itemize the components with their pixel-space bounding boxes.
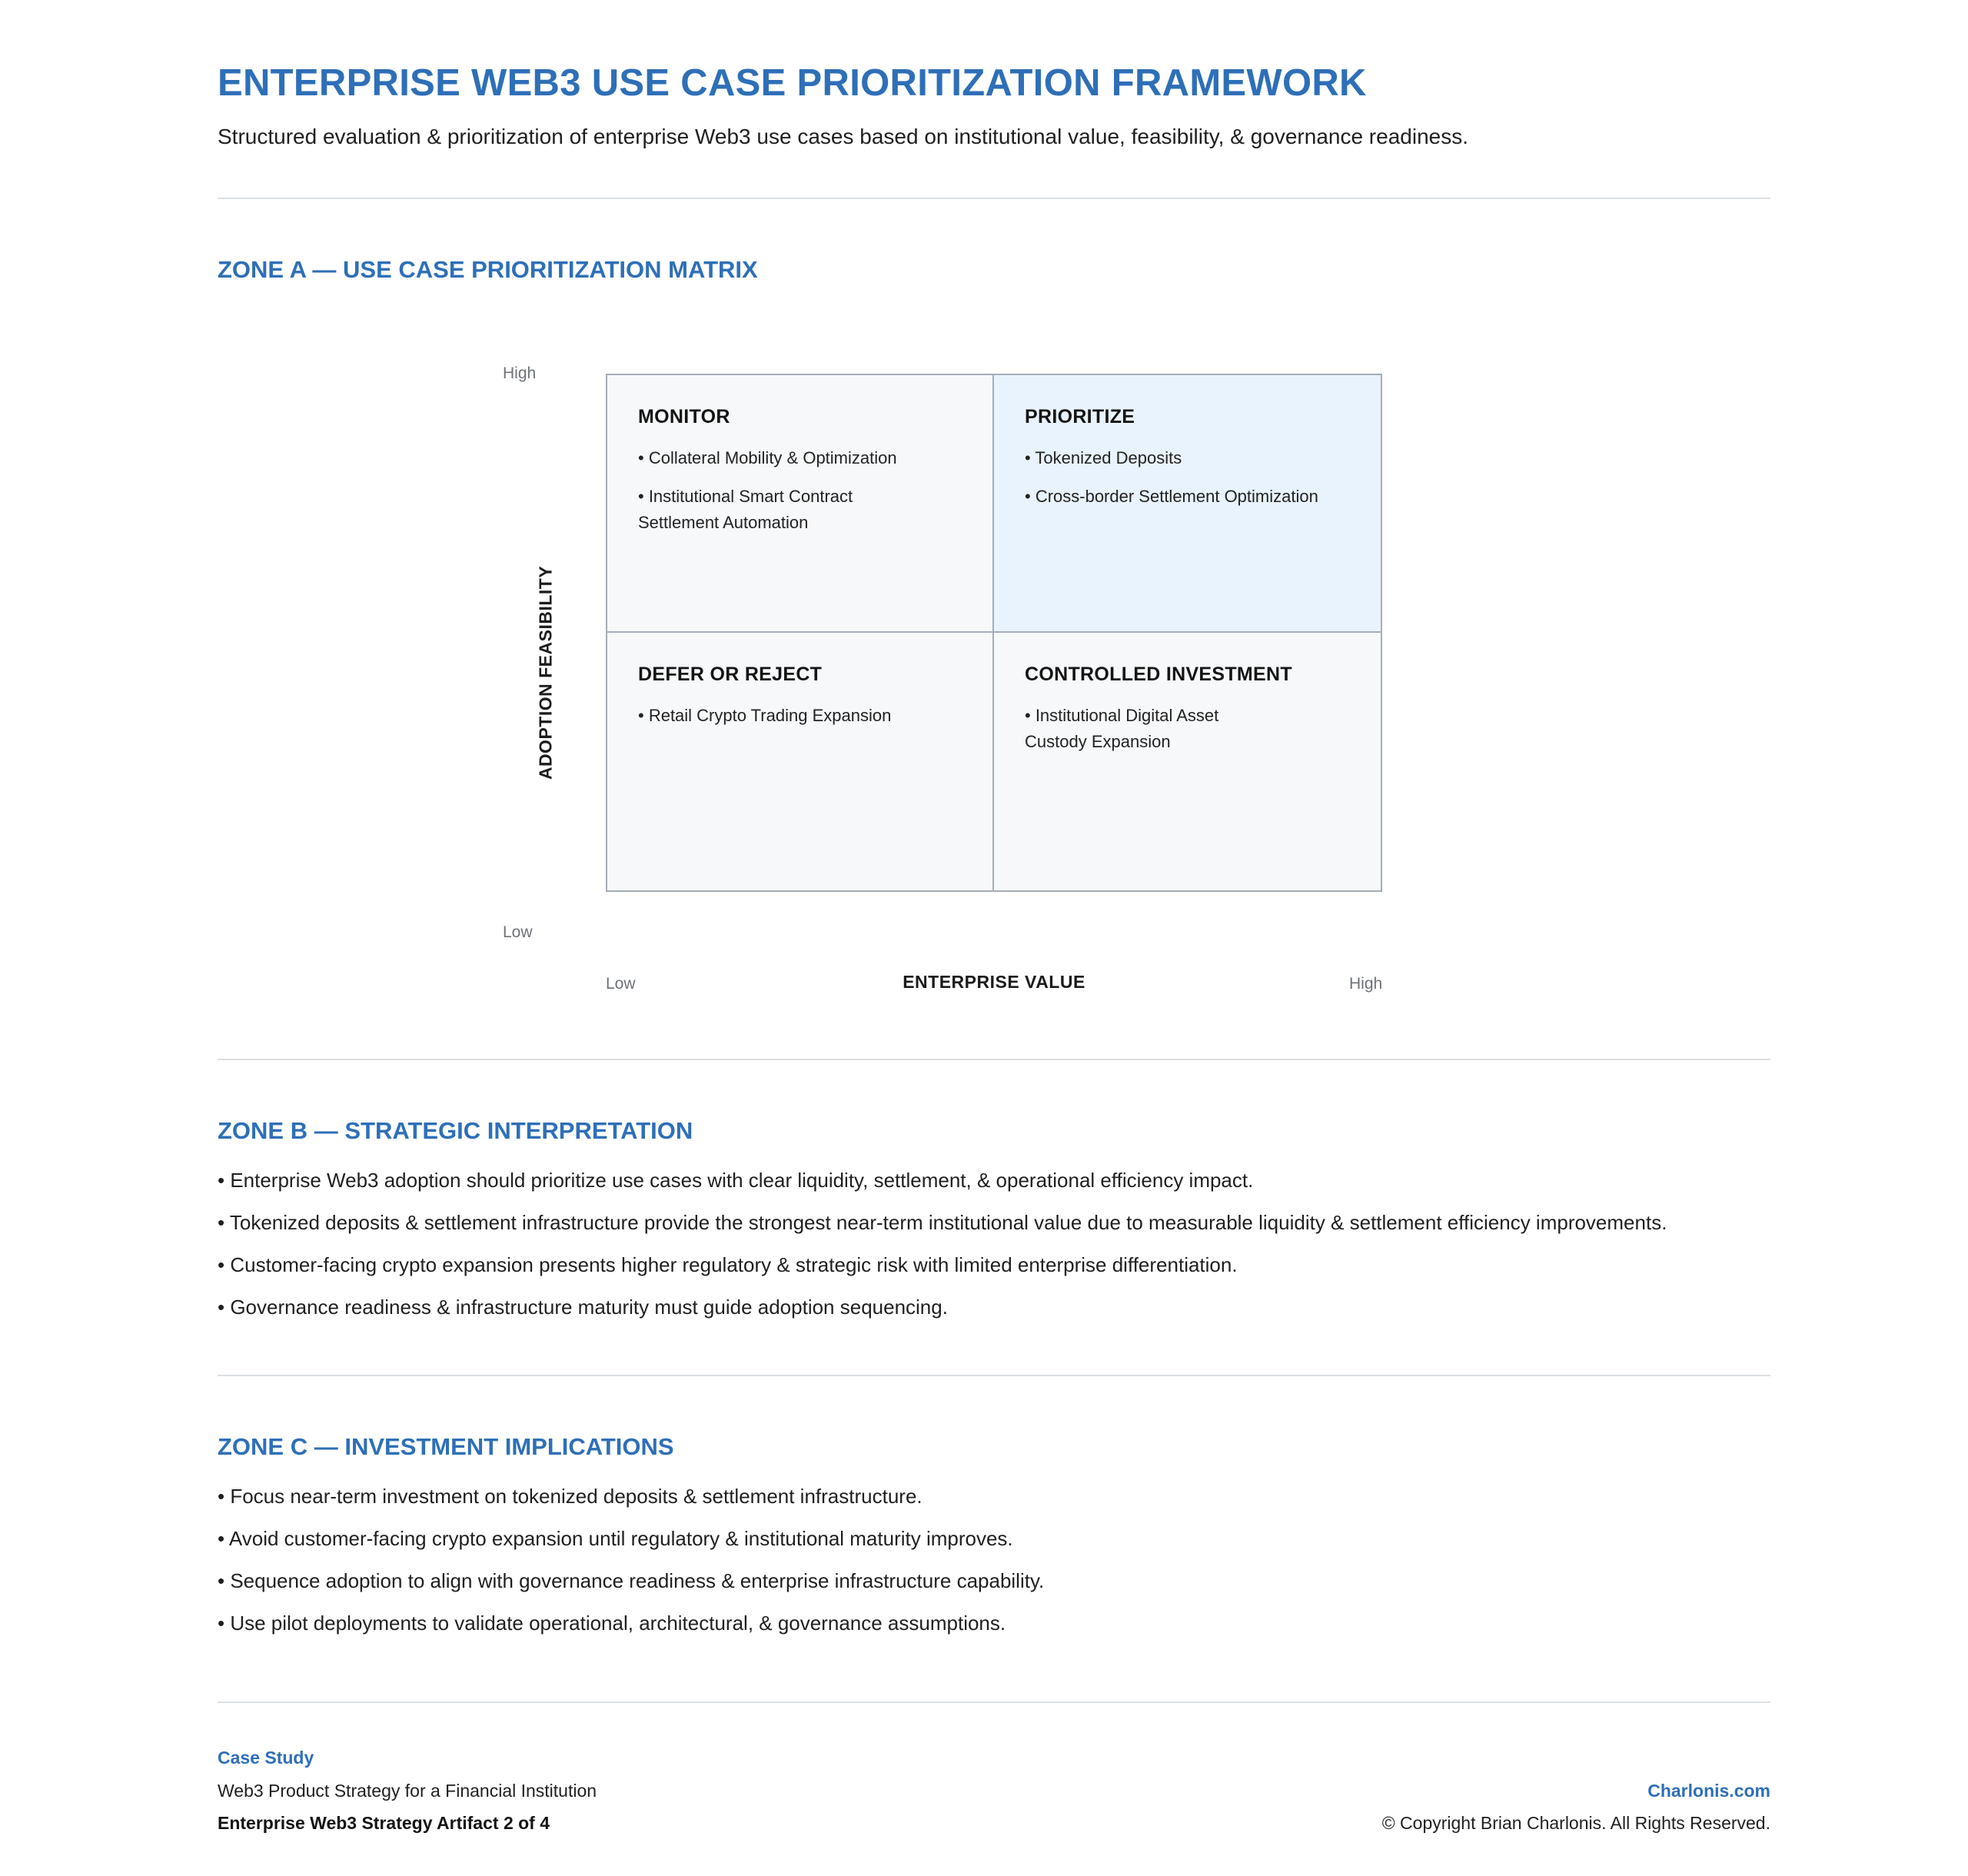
quadrant-defer-or-reject — [607, 633, 994, 890]
footer-case-study-label: Case Study — [218, 1748, 314, 1768]
matrix-grid — [606, 374, 1382, 892]
prioritization-matrix — [218, 0, 1770, 1030]
quadrant-item: • Cross-border Settlement Optimization — [1025, 487, 1318, 506]
page-subtitle: Structured evaluation & prioritization of enterprise Web3 use cases based on institutional value, feasibility, & governance readiness. — [218, 125, 1468, 148]
x-axis-label: ENTERPRISE VALUE — [903, 972, 1085, 992]
list-item: • Customer-facing crypto expansion presents higher regulatory & strategic risk with limited enterprise differentiation. — [218, 1253, 1238, 1276]
page-title: ENTERPRISE WEB3 USE CASE PRIORITIZATION FRAMEWORK — [218, 62, 1367, 104]
footer-copyright: © Copyright Brian Charlonis. All Rights Reserved. — [1381, 1813, 1770, 1833]
quadrant-title: CONTROLLED INVESTMENT — [1025, 664, 1292, 685]
quadrant-title: DEFER OR REJECT — [638, 664, 823, 685]
list-item: • Avoid customer-facing crypto expansion until regulatory & institutional maturity improves. — [218, 1527, 1013, 1550]
footer-site-link[interactable]: Charlonis.com — [1647, 1781, 1770, 1801]
list-item: • Sequence adoption to align with governance readiness & enterprise infrastructure capability. — [218, 1569, 1045, 1592]
footer-artifact-label: Enterprise Web3 Strategy Artifact 2 of 4 — [218, 1813, 550, 1833]
quadrant-prioritize — [994, 375, 1381, 633]
x-axis-low-label: Low — [606, 975, 636, 993]
zone-a-heading: ZONE A — USE CASE PRIORITIZATION MATRIX — [218, 256, 758, 283]
zone-c-heading: ZONE C — INVESTMENT IMPLICATIONS — [218, 1433, 674, 1460]
zone-b-list — [218, 1166, 1667, 1335]
zone-c-list — [218, 1482, 1044, 1651]
x-axis-high-label: High — [1349, 975, 1383, 993]
quadrant-item: • Institutional Smart Contract Settlement Automation — [638, 487, 853, 532]
divider — [218, 1059, 1770, 1060]
footer-case-study-title: Web3 Product Strategy for a Financial Institution — [218, 1781, 597, 1801]
quadrant-items — [1025, 703, 1350, 755]
y-axis-label: ADOPTION FEASIBILITY — [535, 565, 556, 780]
list-item: • Focus near-term investment on tokenized deposits & settlement infrastructure. — [218, 1485, 922, 1508]
quadrant-controlled-investment — [994, 633, 1381, 890]
quadrant-title: MONITOR — [638, 406, 730, 427]
list-item: • Use pilot deployments to validate operational, architectural, & governance assumptions. — [218, 1612, 1006, 1635]
list-item: • Enterprise Web3 adoption should prioritize use cases with clear liquidity, settlement, & operational efficiency impact. — [218, 1169, 1254, 1192]
quadrant-item: • Retail Crypto Trading Expansion — [638, 706, 892, 725]
divider — [218, 1375, 1770, 1376]
quadrant-title: PRIORITIZE — [1025, 406, 1135, 427]
zone-b-heading: ZONE B — STRATEGIC INTERPRETATION — [218, 1117, 693, 1144]
y-axis-low-label: Low — [503, 923, 533, 941]
divider — [218, 1701, 1770, 1703]
quadrant-item: • Collateral Mobility & Optimization — [638, 448, 897, 467]
quadrant-items — [638, 445, 962, 536]
quadrant-items — [1025, 445, 1350, 510]
quadrant-monitor — [607, 375, 994, 633]
quadrant-item: • Tokenized Deposits — [1025, 448, 1182, 467]
quadrant-items — [638, 703, 962, 729]
y-axis-high-label: High — [503, 364, 537, 382]
list-item: • Governance readiness & infrastructure maturity must guide adoption sequencing. — [218, 1296, 948, 1319]
list-item: • Tokenized deposits & settlement infrastructure provide the strongest near-term institutional value due to measurable liquidity & settlement efficiency improvements. — [218, 1211, 1667, 1234]
quadrant-item: • Institutional Digital Asset Custody Expansion — [1025, 706, 1219, 751]
